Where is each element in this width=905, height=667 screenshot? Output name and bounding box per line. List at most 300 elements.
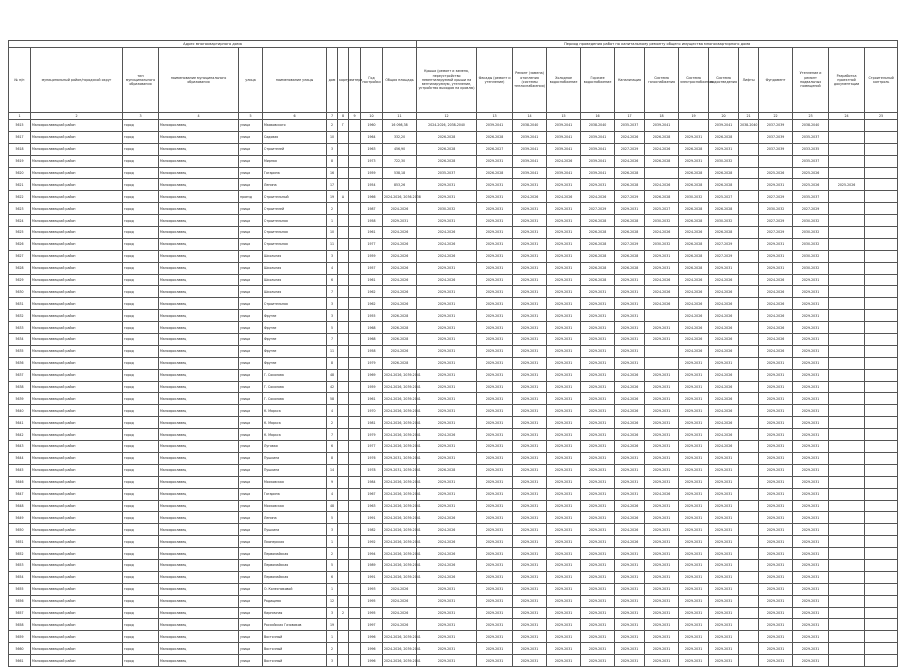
table-cell: город <box>123 571 159 583</box>
table-cell: 2029-2031 <box>793 298 829 310</box>
table-cell: 2026-2028 <box>417 464 477 476</box>
table-cell: Малоярославецкий район <box>31 238 123 250</box>
table-cell <box>739 405 759 417</box>
table-cell: 1961 <box>361 393 383 405</box>
table-cell: 2029-2031 <box>709 524 739 536</box>
table-cell: 2024-2026, 2039-2041 <box>383 488 417 500</box>
table-cell: Малоярославецкий район <box>31 536 123 548</box>
table-cell: 2029-2031 <box>417 179 477 191</box>
table-cell: 2029-2031 <box>581 607 615 619</box>
table-cell: 2024-2026 <box>709 393 739 405</box>
table-cell: 11 <box>327 345 338 357</box>
table-cell: 2025-2027 <box>645 203 679 215</box>
table-cell <box>349 512 361 524</box>
table-cell: 1961 <box>361 274 383 286</box>
table-cell: 4 <box>327 262 338 274</box>
table-cell: 2029-2031 <box>513 381 547 393</box>
table-cell: 8 <box>327 452 338 464</box>
table-cell: 2024-2026 <box>417 524 477 536</box>
table-cell: улица <box>239 512 263 524</box>
table-cell: город <box>123 393 159 405</box>
table-cell: Малоярославец <box>159 310 239 322</box>
table-cell: 2029-2031 <box>477 298 513 310</box>
table-cell: Маяковского <box>263 120 327 132</box>
table-cell: 2026-2028 <box>615 262 645 274</box>
table-row <box>9 191 898 203</box>
table-cell <box>739 571 759 583</box>
table-cell <box>865 452 898 464</box>
column-header: Горячее водоснабжение <box>581 48 615 113</box>
table-cell: 2029-2031 <box>417 655 477 667</box>
table-cell: 2024-2026 <box>759 322 793 334</box>
table-cell <box>349 417 361 429</box>
table-cell: Малоярославец <box>159 131 239 143</box>
table-cell: 5628 <box>9 262 31 274</box>
table-cell: улица <box>239 488 263 500</box>
table-cell: Малоярославец <box>159 179 239 191</box>
table-cell: 2029-2031 <box>793 607 829 619</box>
table-cell: 2029-2031 <box>759 405 793 417</box>
column-header: улица <box>239 48 263 113</box>
table-cell: Малоярославецкий район <box>31 500 123 512</box>
table-cell: Ленина <box>263 179 327 191</box>
table-cell <box>829 250 865 262</box>
table-cell: улица <box>239 262 263 274</box>
table-cell: 2029-2031 <box>709 452 739 464</box>
table-cell <box>739 607 759 619</box>
table-cell: 2029-2031 <box>547 310 581 322</box>
table-cell: 2029-2031 <box>645 524 679 536</box>
table-cell <box>338 155 349 167</box>
table-cell: 2029-2031 <box>759 464 793 476</box>
table-cell: 2029-2031 <box>679 357 709 369</box>
table-cell: Малоярославецкий район <box>31 631 123 643</box>
table-cell: 2024-2026 <box>615 381 645 393</box>
table-cell <box>739 512 759 524</box>
table-cell: 2029-2031 <box>679 559 709 571</box>
table-cell <box>739 548 759 560</box>
table-cell: город <box>123 227 159 239</box>
table-cell: Восточный <box>263 643 327 655</box>
table-row <box>9 393 898 405</box>
table-cell: 2029-2031, 2039-2041 <box>383 452 417 464</box>
table-cell <box>829 310 865 322</box>
table-cell: 2029-2031 <box>477 464 513 476</box>
table-cell: 2029-2031 <box>547 393 581 405</box>
table-cell <box>679 120 709 132</box>
table-cell: 5657 <box>9 607 31 619</box>
table-cell: город <box>123 238 159 250</box>
table-cell: 2029-2031 <box>709 631 739 643</box>
table-cell <box>829 488 865 500</box>
table-cell: город <box>123 167 159 179</box>
table-cell: 2029-2031 <box>513 286 547 298</box>
table-cell: 2029-2031 <box>793 655 829 667</box>
table-cell: 2029-2031 <box>547 559 581 571</box>
table-cell: 2024-2026, 2039-2041 <box>383 524 417 536</box>
table-row <box>9 286 898 298</box>
table-cell <box>829 381 865 393</box>
table-cell: 2029-2031 <box>709 500 739 512</box>
table-cell: город <box>123 405 159 417</box>
table-cell: 2029-2031 <box>513 369 547 381</box>
table-cell: 1961 <box>361 227 383 239</box>
table-cell <box>338 238 349 250</box>
table-cell: 2029-2031 <box>645 595 679 607</box>
table-cell <box>865 524 898 536</box>
table-cell: 2039-2041 <box>477 120 513 132</box>
table-cell: 2024-2026 <box>383 583 417 595</box>
table-cell <box>739 488 759 500</box>
table-cell: город <box>123 334 159 346</box>
table-cell: 5625 <box>9 227 31 239</box>
table-cell: 2029-2031 <box>547 607 581 619</box>
column-number: 10 <box>361 113 383 120</box>
table-cell: 2029-2031 <box>645 250 679 262</box>
table-cell: 3 <box>327 298 338 310</box>
table-cell: 2029-2031 <box>645 607 679 619</box>
table-cell: Малоярославецкий район <box>31 357 123 369</box>
table-cell: город <box>123 476 159 488</box>
table-cell: 2024-2026 <box>615 524 645 536</box>
table-cell: Гагарина <box>263 167 327 179</box>
table-cell: 5635 <box>9 345 31 357</box>
table-cell: 42 <box>327 381 338 393</box>
table-cell: 10 <box>327 227 338 239</box>
table-cell: 2029-2031 <box>417 334 477 346</box>
table-cell: 5639 <box>9 393 31 405</box>
table-row <box>9 238 898 250</box>
column-number: 2 <box>31 113 123 120</box>
table-cell: город <box>123 500 159 512</box>
table-cell: улица <box>239 548 263 560</box>
table-cell: город <box>123 524 159 536</box>
table-cell: К. Маркса <box>263 405 327 417</box>
table-cell <box>338 512 349 524</box>
table-cell: 2029-2031 <box>759 524 793 536</box>
table-cell: 2029-2031 <box>581 345 615 357</box>
table-cell <box>739 631 759 643</box>
table-cell: 2024-2026 <box>759 310 793 322</box>
table-cell: 2029-2031 <box>477 571 513 583</box>
table-cell: 2026-2028 <box>581 215 615 227</box>
table-row <box>9 310 898 322</box>
table-cell <box>865 393 898 405</box>
table-cell: улица <box>239 643 263 655</box>
table-cell: 2037-2039 <box>759 143 793 155</box>
column-header: литера <box>349 48 361 113</box>
table-cell: 2029-2031 <box>581 559 615 571</box>
table-cell: 2029-2031 <box>645 334 679 346</box>
table-cell: 1991 <box>361 571 383 583</box>
table-cell: Малоярославец <box>159 405 239 417</box>
table-cell: 3 <box>327 143 338 155</box>
table-cell: 2027-2029 <box>581 203 615 215</box>
table-cell: Малоярославец <box>159 381 239 393</box>
table-cell: 2029-2031 <box>793 488 829 500</box>
table-cell: город <box>123 120 159 132</box>
group-header-row <box>9 41 898 48</box>
table-cell: город <box>123 512 159 524</box>
table-cell: Малоярославец <box>159 429 239 441</box>
table-cell: 2030-2032 <box>759 203 793 215</box>
table-cell: 5 <box>327 559 338 571</box>
capital-repair-schedule-table <box>8 40 898 667</box>
table-cell: Малоярославец <box>159 357 239 369</box>
table-cell: 2024-2026, 2039-2041 <box>383 405 417 417</box>
table-cell: 2025-2026 <box>793 179 829 191</box>
table-cell: Школьная <box>263 250 327 262</box>
table-cell: улица <box>239 310 263 322</box>
table-cell: 2029-2031 <box>759 548 793 560</box>
table-cell <box>349 203 361 215</box>
table-cell <box>338 631 349 643</box>
table-cell <box>338 464 349 476</box>
table-row <box>9 155 898 167</box>
table-cell: 2029-2031 <box>759 619 793 631</box>
table-cell: 2029-2031 <box>793 369 829 381</box>
table-cell: город <box>123 357 159 369</box>
table-cell: 2029-2031 <box>477 286 513 298</box>
table-cell: 2024-2026 <box>383 203 417 215</box>
column-number: 5 <box>239 113 263 120</box>
table-cell <box>865 417 898 429</box>
table-cell: 2038-2040 <box>581 120 615 132</box>
table-cell: 3 <box>327 655 338 667</box>
table-cell: улица <box>239 215 263 227</box>
table-cell: 1968 <box>361 322 383 334</box>
table-cell: 2029-2031 <box>793 310 829 322</box>
table-cell <box>349 595 361 607</box>
table-cell <box>349 274 361 286</box>
table-cell: 2029-2031 <box>417 215 477 227</box>
table-cell: 2029-2031 <box>477 310 513 322</box>
table-cell: 2029-2031 <box>477 203 513 215</box>
table-cell <box>349 215 361 227</box>
table-cell: Школьная <box>263 274 327 286</box>
table-cell: 5651 <box>9 536 31 548</box>
table-cell: 2029-2031 <box>759 369 793 381</box>
table-cell <box>829 131 865 143</box>
table-cell <box>865 381 898 393</box>
table-cell: 2029-2031 <box>513 215 547 227</box>
table-cell: 2029-2031 <box>547 203 581 215</box>
table-cell: улица <box>239 655 263 667</box>
table-cell: город <box>123 643 159 655</box>
table-cell: Пушкина <box>263 524 327 536</box>
table-cell: А <box>338 191 349 203</box>
table-cell: 2024-2026 <box>383 298 417 310</box>
table-cell: 2029-2031 <box>477 357 513 369</box>
table-cell: 1959 <box>361 250 383 262</box>
table-cell: Малоярославец <box>159 607 239 619</box>
table-cell: Малоярославецкий район <box>31 571 123 583</box>
table-cell: 1960 <box>361 120 383 132</box>
table-cell: 2026-2028 <box>383 334 417 346</box>
table-row <box>9 334 898 346</box>
table-cell: 2029-2031 <box>547 227 581 239</box>
table-cell: 2029-2031 <box>477 429 513 441</box>
table-cell: 2026-2028 <box>615 250 645 262</box>
table-cell <box>829 215 865 227</box>
table-cell <box>829 536 865 548</box>
table-cell: 2024-2026 <box>709 274 739 286</box>
table-cell: 2024-2026, 2039-2041 <box>383 571 417 583</box>
table-cell: 1964 <box>361 131 383 143</box>
table-cell <box>349 500 361 512</box>
column-number: 6 <box>263 113 327 120</box>
table-cell: 2029-2031 <box>417 345 477 357</box>
table-cell: Малоярославец <box>159 203 239 215</box>
column-header: Канализация <box>615 48 645 113</box>
table-cell: 5633 <box>9 322 31 334</box>
table-cell: 2026-2028 <box>477 167 513 179</box>
table-cell: Малоярославецкий район <box>31 274 123 286</box>
column-number-row <box>9 113 898 120</box>
table-cell: 2029-2031 <box>547 322 581 334</box>
table-cell <box>829 238 865 250</box>
table-cell: 2039-2041 <box>645 120 679 132</box>
table-row <box>9 607 898 619</box>
table-cell <box>349 250 361 262</box>
table-cell: 1977 <box>361 238 383 250</box>
table-cell: 2029-2031 <box>679 417 709 429</box>
table-cell: 2029-2031 <box>615 619 645 631</box>
table-cell: 2029-2031 <box>547 500 581 512</box>
table-cell: Малоярославецкий район <box>31 345 123 357</box>
table-cell: 2029-2031 <box>679 131 709 143</box>
table-cell <box>349 167 361 179</box>
table-cell <box>829 334 865 346</box>
table-cell: 2029-2031 <box>417 583 477 595</box>
table-cell: 7 <box>327 286 338 298</box>
table-cell: 2029-2031 <box>759 179 793 191</box>
table-cell: 5640 <box>9 405 31 417</box>
table-cell: 2029-2031 <box>417 322 477 334</box>
table-cell: 2024-2026 <box>759 274 793 286</box>
table-cell: Малоярославец <box>159 238 239 250</box>
table-cell <box>865 345 898 357</box>
table-cell: 2024-2026 <box>645 227 679 239</box>
table-cell: 2029-2031 <box>793 524 829 536</box>
table-cell: 5632 <box>9 310 31 322</box>
table-cell <box>338 595 349 607</box>
table-cell: Малоярославецкий район <box>31 441 123 453</box>
table-cell: 2026-2028 <box>679 262 709 274</box>
table-cell <box>865 619 898 631</box>
table-cell: 2027-2029 <box>615 238 645 250</box>
table-cell: 1979 <box>361 429 383 441</box>
table-cell: 2029-2031 <box>513 203 547 215</box>
table-cell: 1973 <box>361 155 383 167</box>
table-cell: 2029-2031 <box>581 334 615 346</box>
table-cell: 5644 <box>9 452 31 464</box>
table-cell <box>865 548 898 560</box>
table-cell: улица <box>239 227 263 239</box>
table-cell: 2026-2028 <box>417 131 477 143</box>
table-cell <box>349 369 361 381</box>
group-header-address: Адрес многоквартирного дома <box>9 41 417 48</box>
table-cell: 2039-2041 <box>513 143 547 155</box>
table-cell: город <box>123 215 159 227</box>
table-cell: К. Маркса <box>263 429 327 441</box>
table-cell: 2029-2031 <box>759 536 793 548</box>
table-cell: 2039-2041 <box>547 131 581 143</box>
table-cell: 1996 <box>361 643 383 655</box>
table-cell: 2035-2037 <box>793 191 829 203</box>
table-cell <box>865 322 898 334</box>
table-cell: Строителей <box>263 203 327 215</box>
table-cell: 2026-2028 <box>679 179 709 191</box>
table-cell: 1981 <box>361 417 383 429</box>
table-cell: 2026-2028 <box>383 357 417 369</box>
table-cell: Малоярославецкий район <box>31 488 123 500</box>
table-row <box>9 583 898 595</box>
table-cell: улица <box>239 345 263 357</box>
table-cell: 2029-2031 <box>709 357 739 369</box>
table-cell <box>338 548 349 560</box>
table-cell <box>739 345 759 357</box>
table-cell: 48 <box>327 500 338 512</box>
table-cell: 2029-2031 <box>759 441 793 453</box>
table-cell: 2027-2029 <box>615 143 645 155</box>
table-cell: 2025-2026 <box>829 179 865 191</box>
table-cell: 2029-2031 <box>581 631 615 643</box>
table-cell: 2029-2031 <box>547 512 581 524</box>
table-cell: 2029-2031 <box>547 464 581 476</box>
table-cell <box>829 619 865 631</box>
table-cell: 2024-2026 <box>383 607 417 619</box>
table-cell: Малоярославец <box>159 143 239 155</box>
table-cell: 2026-2028 <box>581 262 615 274</box>
column-header: тип муниципального образования <box>123 48 159 113</box>
column-header: Система электроснабжения <box>679 48 709 113</box>
table-row <box>9 429 898 441</box>
table-cell: Малоярославец <box>159 571 239 583</box>
table-cell: 2026-2028 <box>709 167 739 179</box>
table-cell <box>349 583 361 595</box>
table-cell: улица <box>239 131 263 143</box>
table-cell: 2029-2031 <box>547 548 581 560</box>
table-row <box>9 464 898 476</box>
table-cell: 2026-2028 <box>645 131 679 143</box>
table-cell: 2029-2031 <box>477 191 513 203</box>
table-cell: город <box>123 488 159 500</box>
column-number: 16 <box>581 113 615 120</box>
table-cell: Малоярославецкий район <box>31 595 123 607</box>
table-cell: улица <box>239 143 263 155</box>
column-header: Система газоснабжения <box>645 48 679 113</box>
table-cell: 2024-2026 <box>709 286 739 298</box>
table-cell <box>865 643 898 655</box>
table-cell: 2024-2026 <box>383 250 417 262</box>
table-cell <box>349 524 361 536</box>
table-cell: 2026-2028 <box>581 274 615 286</box>
table-cell: 2027-2029 <box>709 250 739 262</box>
table-cell: 2029-2031 <box>793 441 829 453</box>
column-number: 19 <box>679 113 709 120</box>
table-cell: Малоярославец <box>159 524 239 536</box>
table-cell: улица <box>239 381 263 393</box>
table-cell: 7 <box>327 429 338 441</box>
table-cell: улица <box>239 334 263 346</box>
table-cell: улица <box>239 250 263 262</box>
table-cell <box>349 310 361 322</box>
table-cell: 2029-2031 <box>547 298 581 310</box>
table-cell <box>349 488 361 500</box>
table-cell: 2029-2031 <box>759 238 793 250</box>
table-cell: 2030-2032 <box>793 238 829 250</box>
